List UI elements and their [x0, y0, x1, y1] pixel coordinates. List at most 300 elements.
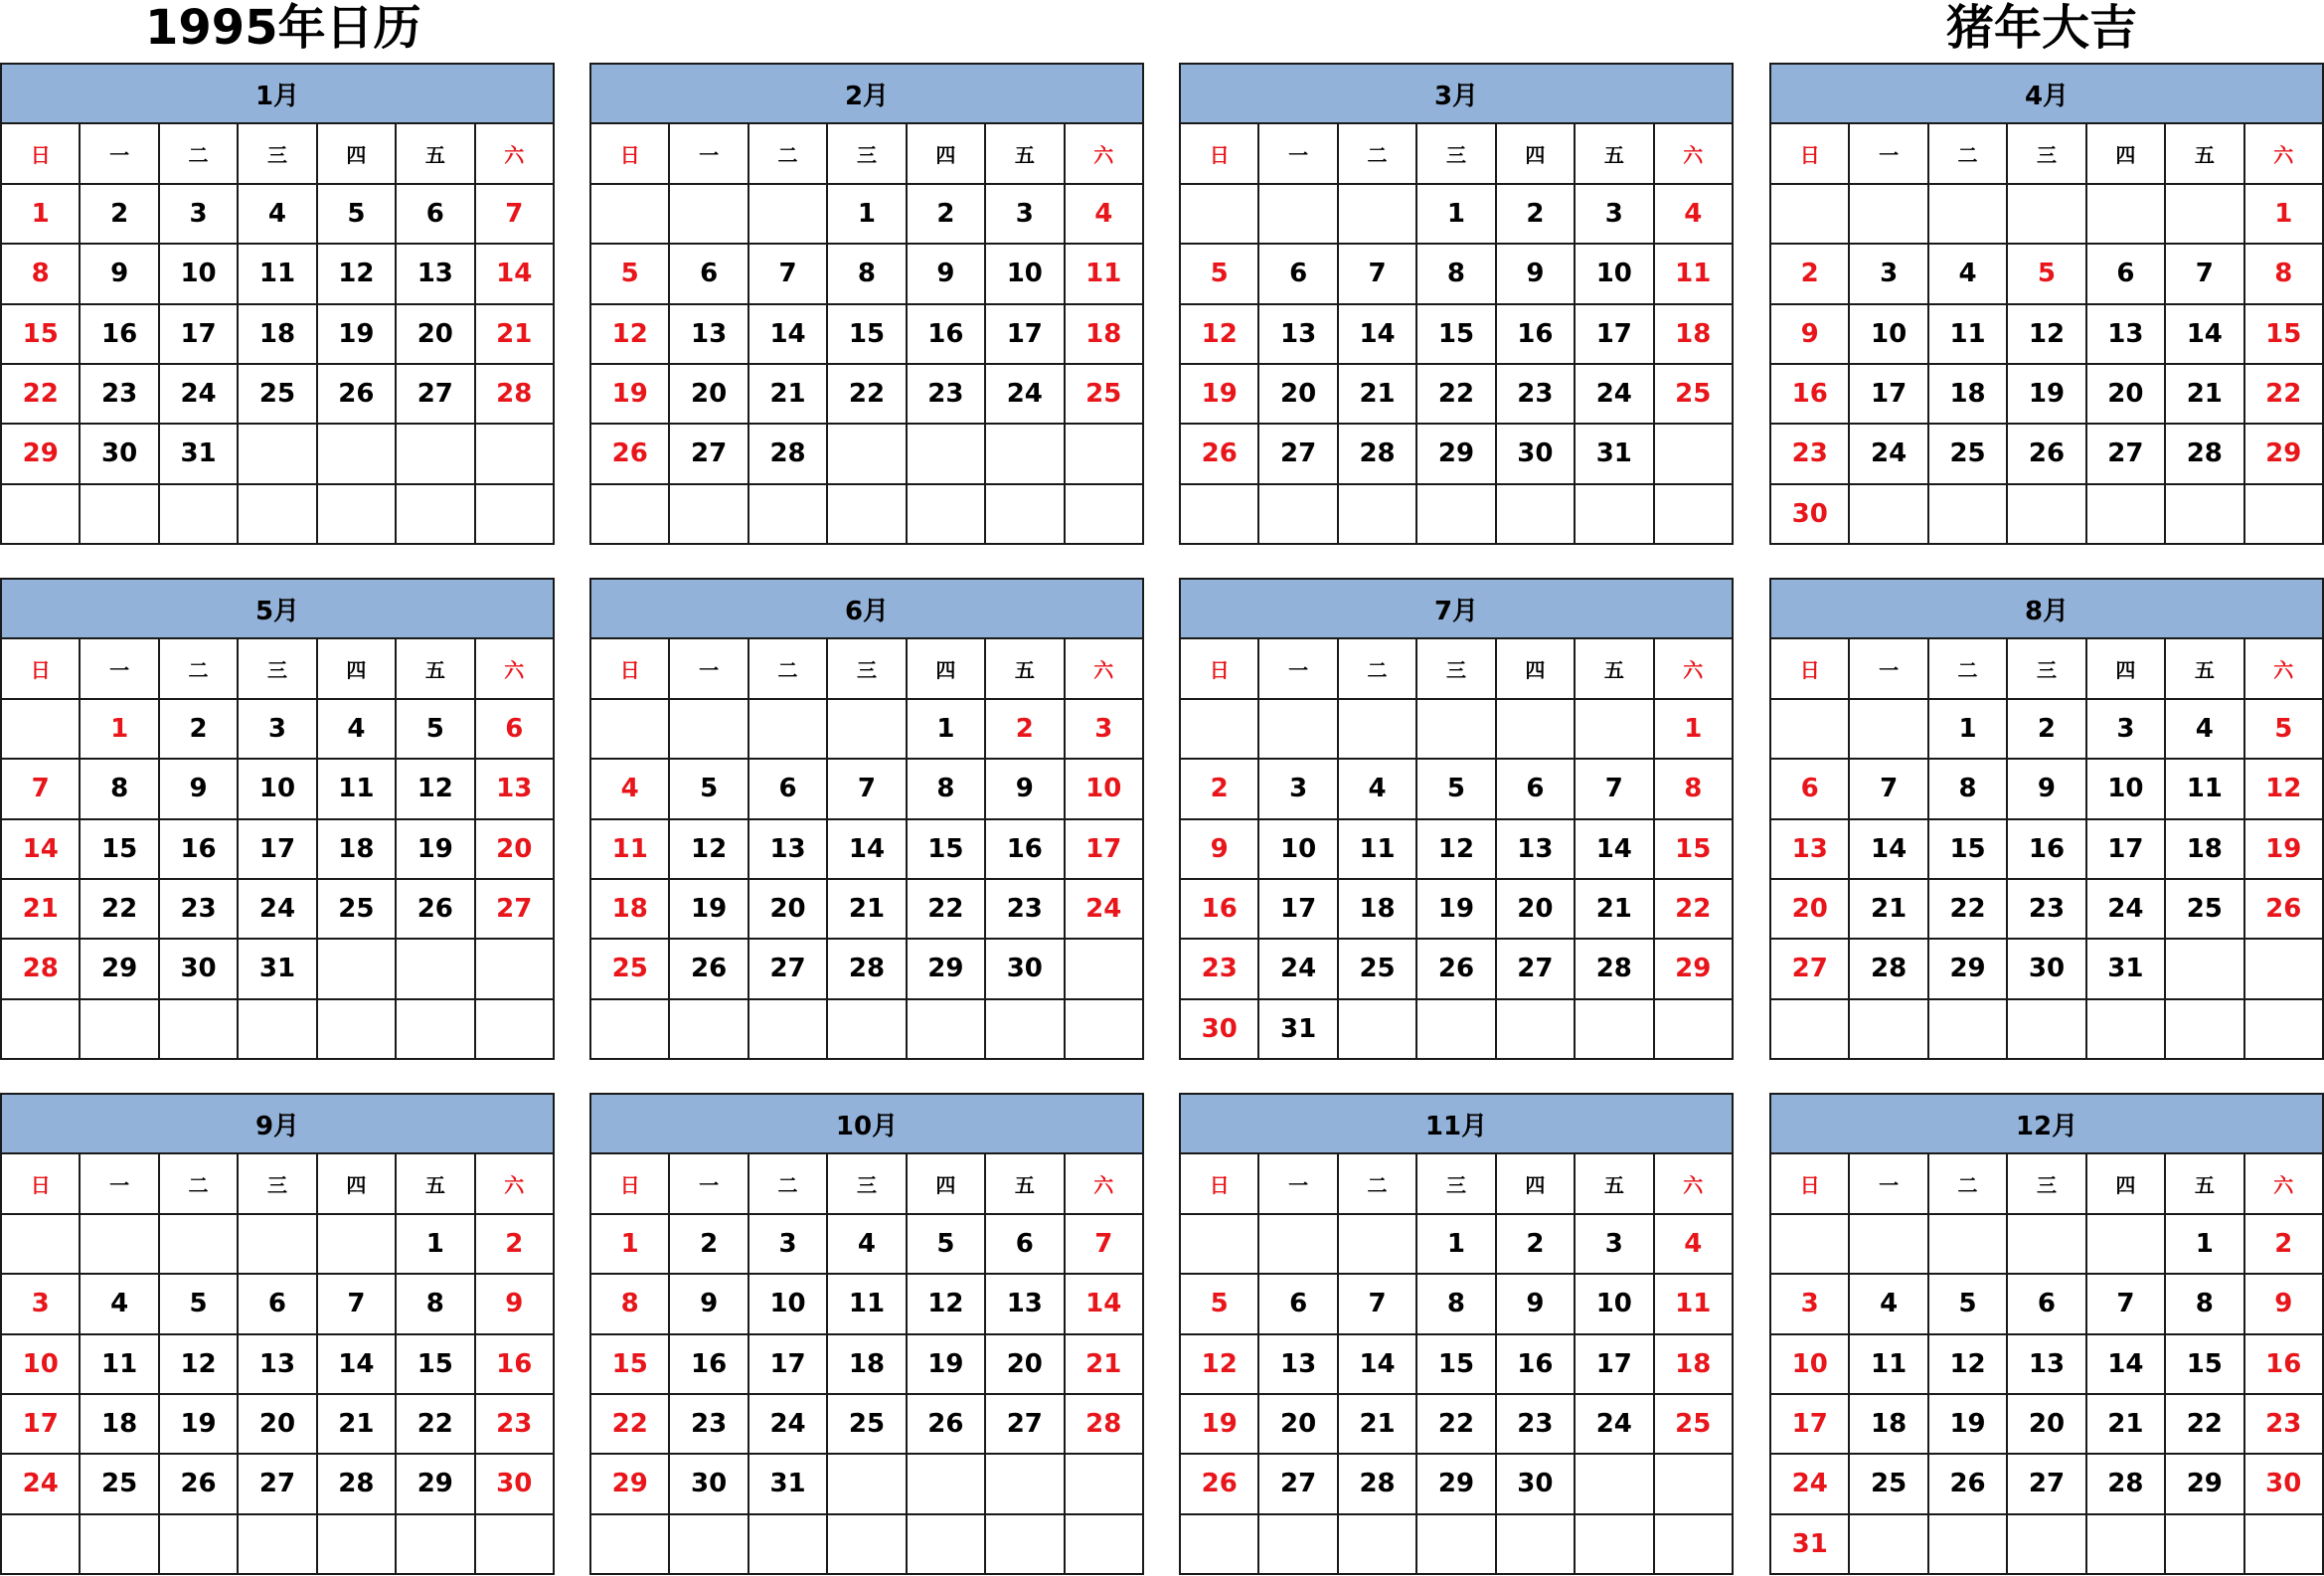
week-row [1770, 999, 2323, 1059]
week-row [590, 1274, 1143, 1333]
day-cell: 18 [827, 1334, 906, 1394]
day-cell: 20 [396, 304, 474, 364]
day-cell [827, 1514, 906, 1574]
weekday-label: 六 [2244, 638, 2323, 698]
day-cell [827, 1454, 906, 1513]
month-calendar [1179, 63, 1734, 545]
day-cell [317, 424, 396, 483]
day-cell: 20 [2086, 364, 2165, 424]
day-cell: 16 [80, 304, 158, 364]
day-cell: 21 [1338, 364, 1416, 424]
day-cell [748, 699, 827, 759]
week-row [1770, 1394, 2323, 1454]
day-cell: 14 [2086, 1334, 2165, 1394]
weekday-label: 二 [1338, 1153, 1416, 1213]
day-cell [1849, 484, 1927, 544]
day-cell: 12 [159, 1334, 238, 1394]
day-cell: 24 [1258, 939, 1337, 998]
day-cell: 7 [1338, 244, 1416, 303]
month-calendar [0, 578, 555, 1060]
day-cell [1928, 184, 2007, 244]
day-cell [475, 1514, 554, 1574]
day-cell: 10 [1258, 819, 1337, 879]
day-cell: 29 [1416, 424, 1495, 483]
day-cell [2007, 999, 2085, 1059]
week-row [1770, 1334, 2323, 1394]
day-cell: 3 [1770, 1274, 1849, 1333]
day-cell [669, 699, 747, 759]
day-cell: 16 [2007, 819, 2085, 879]
day-cell [317, 1514, 396, 1574]
weekday-label: 三 [1416, 638, 1495, 698]
day-cell: 23 [2007, 879, 2085, 939]
day-cell [1258, 1214, 1337, 1274]
day-cell: 13 [396, 244, 474, 303]
day-cell: 27 [1258, 1454, 1337, 1513]
month-table [1769, 578, 2324, 1060]
weekday-label: 三 [827, 1153, 906, 1213]
week-row [1, 699, 554, 759]
day-cell: 25 [827, 1394, 906, 1454]
day-cell: 2 [159, 699, 238, 759]
day-cell [2165, 184, 2243, 244]
day-cell: 2 [80, 184, 158, 244]
week-row [1180, 1514, 1733, 1574]
day-cell: 9 [669, 1274, 747, 1333]
month-calendar [589, 578, 1144, 1060]
day-cell: 3 [985, 184, 1064, 244]
day-cell: 9 [1180, 819, 1258, 879]
month-header: 8月 [1770, 579, 2323, 638]
day-cell: 31 [2086, 939, 2165, 998]
day-cell [1654, 424, 1733, 483]
day-cell [1180, 184, 1258, 244]
day-cell [669, 1514, 747, 1574]
day-cell: 29 [1928, 939, 2007, 998]
day-cell: 21 [827, 879, 906, 939]
weekday-label: 一 [669, 123, 747, 183]
month-table [589, 1093, 1144, 1575]
week-row [1, 999, 554, 1059]
day-cell: 22 [2165, 1394, 2243, 1454]
weekday-label: 日 [1180, 123, 1258, 183]
day-cell [1928, 484, 2007, 544]
day-cell: 6 [396, 184, 474, 244]
week-row [1, 1514, 554, 1574]
day-cell [590, 184, 669, 244]
week-row [590, 999, 1143, 1059]
day-cell: 21 [748, 364, 827, 424]
day-cell [1496, 699, 1575, 759]
day-cell [475, 424, 554, 483]
week-row [1770, 939, 2323, 998]
day-cell [1416, 999, 1495, 1059]
day-cell: 23 [2244, 1394, 2323, 1454]
day-cell: 24 [1770, 1454, 1849, 1513]
day-cell [396, 939, 474, 998]
day-cell: 15 [2165, 1334, 2243, 1394]
day-cell [1928, 1514, 2007, 1574]
day-cell [2165, 939, 2243, 998]
day-cell: 27 [475, 879, 554, 939]
month-header: 1月 [1, 64, 554, 123]
day-cell [2165, 999, 2243, 1059]
day-cell: 5 [590, 244, 669, 303]
day-cell [1065, 1514, 1143, 1574]
day-cell [1065, 484, 1143, 544]
day-cell: 28 [2165, 424, 2243, 483]
day-cell: 30 [1496, 1454, 1575, 1513]
day-cell [1575, 699, 1653, 759]
day-cell: 13 [1496, 819, 1575, 879]
weekday-label: 六 [2244, 1153, 2323, 1213]
day-cell: 2 [985, 699, 1064, 759]
day-cell: 3 [2086, 699, 2165, 759]
week-row [1770, 1274, 2323, 1333]
day-cell [396, 484, 474, 544]
day-cell: 1 [1416, 1214, 1495, 1274]
weekday-label: 二 [1338, 123, 1416, 183]
day-cell: 29 [1, 424, 80, 483]
weekday-label: 五 [985, 123, 1064, 183]
weekday-label: 日 [1770, 638, 1849, 698]
greeting-title: 猪年大吉 [1946, 0, 2138, 56]
day-cell: 13 [985, 1274, 1064, 1333]
day-cell: 12 [1416, 819, 1495, 879]
day-cell: 9 [159, 759, 238, 818]
weekday-label: 一 [80, 123, 158, 183]
day-cell: 7 [1338, 1274, 1416, 1333]
day-cell: 13 [2007, 1334, 2085, 1394]
day-cell: 9 [907, 244, 985, 303]
day-cell [396, 999, 474, 1059]
day-cell: 15 [1928, 819, 2007, 879]
week-row [590, 939, 1143, 998]
day-cell: 2 [1180, 759, 1258, 818]
day-cell: 2 [1770, 244, 1849, 303]
day-cell: 31 [238, 939, 316, 998]
week-row [1180, 184, 1733, 244]
day-cell: 21 [1338, 1394, 1416, 1454]
month-table [589, 578, 1144, 1060]
day-cell [317, 484, 396, 544]
week-row [1180, 699, 1733, 759]
weekday-label: 日 [1180, 1153, 1258, 1213]
day-cell [238, 424, 316, 483]
day-cell [396, 1514, 474, 1574]
day-cell: 14 [1849, 819, 1927, 879]
week-row [590, 1214, 1143, 1274]
weekday-label: 六 [1654, 1153, 1733, 1213]
day-cell [238, 1514, 316, 1574]
day-cell: 1 [907, 699, 985, 759]
day-cell: 27 [669, 424, 747, 483]
day-cell: 15 [1, 304, 80, 364]
day-cell: 4 [238, 184, 316, 244]
day-cell: 13 [1258, 304, 1337, 364]
weekday-label: 一 [1849, 638, 1927, 698]
day-cell: 10 [1575, 1274, 1653, 1333]
day-cell: 21 [1, 879, 80, 939]
day-cell: 19 [317, 304, 396, 364]
day-cell [1258, 1514, 1337, 1574]
day-cell [2165, 484, 2243, 544]
day-cell: 14 [2165, 304, 2243, 364]
day-cell: 20 [985, 1334, 1064, 1394]
day-cell: 4 [1849, 1274, 1927, 1333]
day-cell: 17 [985, 304, 1064, 364]
day-cell: 11 [1849, 1334, 1927, 1394]
week-row [1, 424, 554, 483]
day-cell: 28 [1575, 939, 1653, 998]
day-cell: 16 [475, 1334, 554, 1394]
day-cell: 11 [317, 759, 396, 818]
day-cell [1770, 1214, 1849, 1274]
weekday-label: 六 [475, 1153, 554, 1213]
day-cell [1180, 699, 1258, 759]
day-cell: 7 [2165, 244, 2243, 303]
day-cell: 1 [1, 184, 80, 244]
day-cell: 9 [2244, 1274, 2323, 1333]
day-cell: 21 [2086, 1394, 2165, 1454]
weekday-label: 二 [748, 123, 827, 183]
weekday-label: 四 [1496, 638, 1575, 698]
day-cell: 22 [827, 364, 906, 424]
day-cell: 13 [748, 819, 827, 879]
week-row [1180, 1214, 1733, 1274]
week-row [1, 1214, 554, 1274]
weekday-label: 六 [1065, 123, 1143, 183]
day-cell: 18 [1065, 304, 1143, 364]
day-cell: 18 [2165, 819, 2243, 879]
weekday-label: 三 [827, 638, 906, 698]
day-cell: 28 [1, 939, 80, 998]
week-row [590, 759, 1143, 818]
day-cell: 12 [2244, 759, 2323, 818]
day-cell: 1 [1416, 184, 1495, 244]
day-cell: 8 [2244, 244, 2323, 303]
day-cell: 11 [1338, 819, 1416, 879]
day-cell: 2 [1496, 1214, 1575, 1274]
day-cell: 20 [238, 1394, 316, 1454]
week-row [590, 484, 1143, 544]
weekday-label: 二 [159, 123, 238, 183]
day-cell: 24 [1575, 364, 1653, 424]
day-cell: 20 [475, 819, 554, 879]
week-row [590, 699, 1143, 759]
day-cell: 25 [1928, 424, 2007, 483]
day-cell [1258, 184, 1337, 244]
week-row [1, 304, 554, 364]
day-cell: 1 [80, 699, 158, 759]
weekday-label: 一 [80, 638, 158, 698]
day-cell [2007, 184, 2085, 244]
day-cell: 4 [827, 1214, 906, 1274]
day-cell: 1 [2244, 184, 2323, 244]
day-cell: 26 [396, 879, 474, 939]
day-cell: 30 [80, 424, 158, 483]
day-cell: 13 [1770, 819, 1849, 879]
day-cell: 23 [1496, 1394, 1575, 1454]
weekday-label: 五 [2165, 123, 2243, 183]
day-cell [1770, 999, 1849, 1059]
month-header: 5月 [1, 579, 554, 638]
month-header: 4月 [1770, 64, 2323, 123]
day-cell: 14 [1065, 1274, 1143, 1333]
day-cell: 22 [1416, 1394, 1495, 1454]
day-cell: 24 [748, 1394, 827, 1454]
day-cell: 1 [1654, 699, 1733, 759]
week-row [1180, 304, 1733, 364]
day-cell: 11 [590, 819, 669, 879]
day-cell: 7 [1065, 1214, 1143, 1274]
day-cell: 3 [1258, 759, 1337, 818]
day-cell: 8 [907, 759, 985, 818]
day-cell: 11 [1928, 304, 2007, 364]
day-cell: 18 [1338, 879, 1416, 939]
day-cell: 12 [2007, 304, 2085, 364]
day-cell: 21 [475, 304, 554, 364]
month-header: 6月 [590, 579, 1143, 638]
day-cell: 16 [1180, 879, 1258, 939]
day-cell: 23 [80, 364, 158, 424]
weekday-label: 三 [238, 638, 316, 698]
week-row [590, 1514, 1143, 1574]
day-cell: 6 [238, 1274, 316, 1333]
week-row [590, 424, 1143, 483]
day-cell: 26 [1416, 939, 1495, 998]
day-cell [1416, 699, 1495, 759]
weekday-label: 二 [159, 638, 238, 698]
month-header: 3月 [1180, 64, 1733, 123]
day-cell: 19 [669, 879, 747, 939]
day-cell [1338, 1214, 1416, 1274]
day-cell: 3 [748, 1214, 827, 1274]
day-cell: 24 [2086, 879, 2165, 939]
day-cell: 15 [80, 819, 158, 879]
weekday-label: 日 [1180, 638, 1258, 698]
month-header: 10月 [590, 1094, 1143, 1153]
day-cell: 29 [2244, 424, 2323, 483]
day-cell: 4 [590, 759, 669, 818]
weekday-label: 四 [907, 638, 985, 698]
day-cell: 12 [907, 1274, 985, 1333]
weekday-label: 五 [396, 123, 474, 183]
day-cell: 26 [590, 424, 669, 483]
day-cell: 1 [2165, 1214, 2243, 1274]
day-cell: 23 [1496, 364, 1575, 424]
month-calendar [0, 1093, 555, 1575]
day-cell [669, 484, 747, 544]
week-row [1180, 759, 1733, 818]
day-cell: 6 [669, 244, 747, 303]
day-cell: 11 [1654, 244, 1733, 303]
day-cell: 20 [669, 364, 747, 424]
week-row [590, 1334, 1143, 1394]
day-cell: 23 [907, 364, 985, 424]
day-cell: 24 [1, 1454, 80, 1513]
month-calendar [1769, 1093, 2324, 1575]
day-cell: 5 [1416, 759, 1495, 818]
day-cell: 23 [985, 879, 1064, 939]
day-cell [1496, 484, 1575, 544]
day-cell: 18 [317, 819, 396, 879]
day-cell: 23 [159, 879, 238, 939]
weekday-label: 日 [590, 1153, 669, 1213]
day-cell [669, 999, 747, 1059]
day-cell: 27 [1496, 939, 1575, 998]
week-row [1180, 939, 1733, 998]
day-cell [827, 484, 906, 544]
day-cell: 5 [396, 699, 474, 759]
day-cell [159, 484, 238, 544]
day-cell: 5 [2244, 699, 2323, 759]
day-cell [1180, 1214, 1258, 1274]
day-cell: 28 [1338, 424, 1416, 483]
day-cell: 26 [159, 1454, 238, 1513]
day-cell [80, 484, 158, 544]
day-cell [1575, 1514, 1653, 1574]
day-cell: 13 [669, 304, 747, 364]
day-cell: 23 [1770, 424, 1849, 483]
day-cell [80, 1514, 158, 1574]
week-row [1770, 759, 2323, 818]
day-cell: 29 [80, 939, 158, 998]
day-cell: 29 [590, 1454, 669, 1513]
day-cell: 19 [396, 819, 474, 879]
day-cell: 8 [80, 759, 158, 818]
weekday-label: 六 [1654, 123, 1733, 183]
day-cell: 4 [1338, 759, 1416, 818]
day-cell: 17 [1575, 304, 1653, 364]
day-cell: 30 [985, 939, 1064, 998]
day-cell: 24 [1849, 424, 1927, 483]
weekday-label: 四 [317, 123, 396, 183]
day-cell: 7 [317, 1274, 396, 1333]
day-cell [1496, 999, 1575, 1059]
day-cell [475, 999, 554, 1059]
weekday-label: 五 [2165, 1153, 2243, 1213]
weekday-label: 三 [2007, 638, 2085, 698]
day-cell: 16 [2244, 1334, 2323, 1394]
day-cell [1849, 184, 1927, 244]
day-cell: 14 [317, 1334, 396, 1394]
day-cell: 13 [2086, 304, 2165, 364]
day-cell: 29 [1654, 939, 1733, 998]
day-cell: 31 [748, 1454, 827, 1513]
day-cell: 26 [669, 939, 747, 998]
day-cell: 8 [396, 1274, 474, 1333]
day-cell [985, 484, 1064, 544]
week-row [1180, 364, 1733, 424]
day-cell: 20 [1770, 879, 1849, 939]
day-cell [985, 999, 1064, 1059]
weekday-label: 二 [748, 638, 827, 698]
day-cell [2086, 999, 2165, 1059]
week-row [1, 1394, 554, 1454]
day-cell: 10 [1849, 304, 1927, 364]
weekday-label: 五 [1575, 123, 1653, 183]
day-cell: 30 [2244, 1454, 2323, 1513]
day-cell [80, 1214, 158, 1274]
day-cell: 26 [2007, 424, 2085, 483]
day-cell [2165, 1514, 2243, 1574]
day-cell: 8 [590, 1274, 669, 1333]
day-cell: 25 [1338, 939, 1416, 998]
day-cell: 23 [475, 1394, 554, 1454]
day-cell: 4 [317, 699, 396, 759]
day-cell: 27 [748, 939, 827, 998]
